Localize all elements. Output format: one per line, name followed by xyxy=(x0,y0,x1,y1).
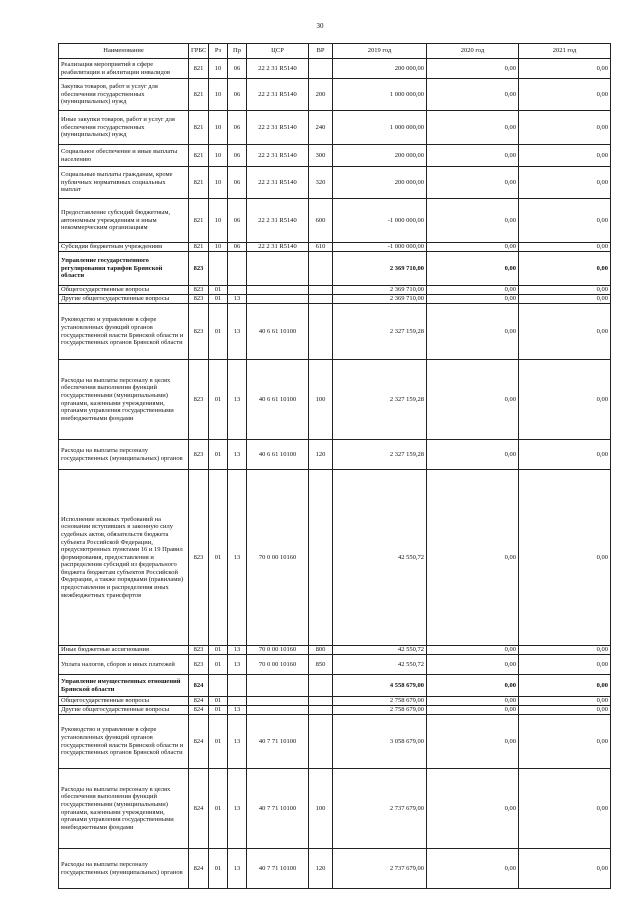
cell-csr: 22 2 31 R5140 xyxy=(247,79,309,111)
cell-csr xyxy=(247,706,309,715)
cell-rz: 10 xyxy=(209,59,228,79)
table-row xyxy=(59,646,611,655)
cell-pr: 06 xyxy=(228,243,247,252)
cell-name: Расходы на выплаты персоналу государственных (муниципальных) органов xyxy=(59,440,189,470)
cell-csr: 22 2 31 R5140 xyxy=(247,199,309,243)
cell-rz: 01 xyxy=(209,706,228,715)
page-number: 30 xyxy=(316,22,324,30)
cell-vr xyxy=(309,304,333,360)
cell-2019: 2 758 679,00 xyxy=(333,706,427,715)
cell-grbs: 821 xyxy=(189,79,209,111)
cell-csr xyxy=(247,295,309,304)
cell-2020: 0,00 xyxy=(427,111,519,145)
cell-name: Уплата налогов, сборов и иных платежей xyxy=(59,655,189,675)
cell-2021: 0,00 xyxy=(519,243,611,252)
cell-2021: 0,00 xyxy=(519,59,611,79)
cell-vr: 610 xyxy=(309,243,333,252)
table-row xyxy=(59,849,611,889)
cell-csr: 40 6 61 10100 xyxy=(247,360,309,440)
cell-csr: 40 7 71 10100 xyxy=(247,769,309,849)
table-row xyxy=(59,59,611,79)
cell-rz: 01 xyxy=(209,470,228,646)
table-row xyxy=(59,655,611,675)
cell-pr: 06 xyxy=(228,79,247,111)
cell-pr: 13 xyxy=(228,470,247,646)
cell-grbs: 824 xyxy=(189,769,209,849)
cell-2021: 0,00 xyxy=(519,440,611,470)
cell-grbs: 823 xyxy=(189,655,209,675)
cell-pr: 06 xyxy=(228,145,247,167)
table-row xyxy=(59,111,611,145)
cell-2019: -1 000 000,00 xyxy=(333,199,427,243)
cell-rz: 01 xyxy=(209,646,228,655)
cell-csr: 70 0 00 10160 xyxy=(247,655,309,675)
cell-grbs: 823 xyxy=(189,360,209,440)
cell-rz: 10 xyxy=(209,111,228,145)
cell-2021: 0,00 xyxy=(519,79,611,111)
cell-pr: 13 xyxy=(228,440,247,470)
table-row xyxy=(59,675,611,697)
cell-2019: 200 000,00 xyxy=(333,167,427,199)
cell-vr: 600 xyxy=(309,199,333,243)
cell-2021: 0,00 xyxy=(519,111,611,145)
cell-rz: 10 xyxy=(209,167,228,199)
cell-2020: 0,00 xyxy=(427,79,519,111)
cell-csr: 22 2 31 R5140 xyxy=(247,167,309,199)
cell-2021: 0,00 xyxy=(519,769,611,849)
cell-pr: 06 xyxy=(228,111,247,145)
cell-2020: 0,00 xyxy=(427,697,519,706)
cell-2019: 2 369 710,00 xyxy=(333,252,427,286)
cell-grbs: 821 xyxy=(189,59,209,79)
cell-2021: 0,00 xyxy=(519,849,611,889)
cell-rz: 01 xyxy=(209,295,228,304)
cell-name: Руководство и управление в сфере установленных функций органов государственной власти Брянской области и государственных органов Брянской области xyxy=(59,304,189,360)
cell-csr: 22 2 31 R5140 xyxy=(247,111,309,145)
cell-grbs: 823 xyxy=(189,295,209,304)
cell-2019: 2 327 159,28 xyxy=(333,360,427,440)
cell-grbs: 823 xyxy=(189,252,209,286)
cell-grbs: 823 xyxy=(189,304,209,360)
cell-pr: 13 xyxy=(228,295,247,304)
cell-grbs: 821 xyxy=(189,199,209,243)
cell-rz: 10 xyxy=(209,145,228,167)
cell-rz: 01 xyxy=(209,697,228,706)
cell-pr: 13 xyxy=(228,706,247,715)
cell-2020: 0,00 xyxy=(427,199,519,243)
cell-csr: 40 7 71 10100 xyxy=(247,715,309,769)
cell-name: Руководство и управление в сфере установленных функций органов государственной власти Брянской области и государственных органов Брянской области xyxy=(59,715,189,769)
table-row xyxy=(59,715,611,769)
cell-2020: 0,00 xyxy=(427,675,519,697)
cell-pr: 13 xyxy=(228,715,247,769)
cell-vr: 240 xyxy=(309,111,333,145)
cell-pr: 13 xyxy=(228,646,247,655)
cell-2020: 0,00 xyxy=(427,440,519,470)
cell-2019: 3 058 679,00 xyxy=(333,715,427,769)
cell-pr: 06 xyxy=(228,199,247,243)
cell-vr xyxy=(309,715,333,769)
cell-vr: 200 xyxy=(309,79,333,111)
cell-2019: 42 550,72 xyxy=(333,655,427,675)
cell-vr: 100 xyxy=(309,769,333,849)
cell-2019: 42 550,72 xyxy=(333,646,427,655)
cell-2021: 0,00 xyxy=(519,697,611,706)
table-row xyxy=(59,470,611,646)
cell-rz: 01 xyxy=(209,440,228,470)
cell-rz: 01 xyxy=(209,286,228,295)
cell-2021: 0,00 xyxy=(519,360,611,440)
cell-name: Субсидии бюджетным учреждениям xyxy=(59,243,189,252)
cell-vr: 800 xyxy=(309,646,333,655)
cell-vr xyxy=(309,697,333,706)
cell-csr xyxy=(247,252,309,286)
cell-2020: 0,00 xyxy=(427,646,519,655)
cell-vr xyxy=(309,59,333,79)
cell-grbs: 824 xyxy=(189,697,209,706)
cell-name: Управление имущественных отношений Брянской области xyxy=(59,675,189,697)
header-2020: 2020 год xyxy=(427,44,519,59)
cell-rz: 01 xyxy=(209,769,228,849)
cell-grbs: 824 xyxy=(189,706,209,715)
cell-grbs: 823 xyxy=(189,286,209,295)
cell-2020: 0,00 xyxy=(427,252,519,286)
cell-pr: 13 xyxy=(228,849,247,889)
cell-2020: 0,00 xyxy=(427,769,519,849)
cell-grbs: 824 xyxy=(189,715,209,769)
cell-rz: 01 xyxy=(209,849,228,889)
table-header-row xyxy=(59,44,611,59)
cell-2021: 0,00 xyxy=(519,167,611,199)
cell-2019: 200 000,00 xyxy=(333,145,427,167)
cell-vr: 300 xyxy=(309,145,333,167)
table-row xyxy=(59,440,611,470)
header-vr: ВР xyxy=(309,44,333,59)
cell-2020: 0,00 xyxy=(427,295,519,304)
cell-2021: 0,00 xyxy=(519,286,611,295)
cell-2021: 0,00 xyxy=(519,145,611,167)
cell-2020: 0,00 xyxy=(427,59,519,79)
cell-name: Предоставление субсидий бюджетным, автономным учреждениям и иным некоммерческим организациям xyxy=(59,199,189,243)
cell-2019: 2 327 159,28 xyxy=(333,304,427,360)
cell-2019: 1 000 000,00 xyxy=(333,111,427,145)
header-2021: 2021 год xyxy=(519,44,611,59)
cell-pr xyxy=(228,252,247,286)
cell-2019: 1 000 000,00 xyxy=(333,79,427,111)
cell-name: Общегосударственные вопросы xyxy=(59,697,189,706)
cell-csr: 22 2 31 R5140 xyxy=(247,145,309,167)
cell-2020: 0,00 xyxy=(427,655,519,675)
cell-pr xyxy=(228,675,247,697)
cell-2020: 0,00 xyxy=(427,243,519,252)
cell-name: Реализация мероприятий в сфере реабилитации и абилитации инвалидов xyxy=(59,59,189,79)
cell-csr: 22 2 31 R5140 xyxy=(247,243,309,252)
cell-pr: 06 xyxy=(228,59,247,79)
cell-pr: 06 xyxy=(228,167,247,199)
table-row xyxy=(59,199,611,243)
cell-2021: 0,00 xyxy=(519,706,611,715)
cell-2021: 0,00 xyxy=(519,199,611,243)
cell-2019: 2 737 679,00 xyxy=(333,769,427,849)
cell-vr: 120 xyxy=(309,440,333,470)
cell-2019: -1 000 000,00 xyxy=(333,243,427,252)
cell-csr xyxy=(247,675,309,697)
cell-vr: 850 xyxy=(309,655,333,675)
cell-pr xyxy=(228,286,247,295)
table-row xyxy=(59,79,611,111)
cell-name: Расходы на выплаты персоналу в целях обеспечения выполнения функций государственными (муниципальными) органами, казенными учреждениями, органами управления государственными внебюджетными фондами xyxy=(59,360,189,440)
cell-2020: 0,00 xyxy=(427,360,519,440)
cell-vr xyxy=(309,286,333,295)
table-row xyxy=(59,295,611,304)
table-row xyxy=(59,145,611,167)
cell-2021: 0,00 xyxy=(519,470,611,646)
table-row xyxy=(59,304,611,360)
cell-2021: 0,00 xyxy=(519,646,611,655)
cell-name: Другие общегосударственные вопросы xyxy=(59,706,189,715)
table-row xyxy=(59,286,611,295)
cell-pr: 13 xyxy=(228,304,247,360)
cell-2019: 2 758 679,00 xyxy=(333,697,427,706)
cell-name: Общегосударственные вопросы xyxy=(59,286,189,295)
cell-rz: 01 xyxy=(209,360,228,440)
cell-2019: 200 000,00 xyxy=(333,59,427,79)
header-grbs: ГРБС xyxy=(189,44,209,59)
cell-grbs: 821 xyxy=(189,243,209,252)
header-name: Наименование xyxy=(59,44,189,59)
cell-vr xyxy=(309,470,333,646)
header-rz: Рз xyxy=(209,44,228,59)
cell-csr: 22 2 31 R5140 xyxy=(247,59,309,79)
cell-csr: 40 6 61 10100 xyxy=(247,304,309,360)
cell-rz xyxy=(209,675,228,697)
cell-rz: 10 xyxy=(209,79,228,111)
table-row xyxy=(59,167,611,199)
cell-csr xyxy=(247,697,309,706)
cell-vr: 320 xyxy=(309,167,333,199)
cell-rz: 10 xyxy=(209,243,228,252)
cell-2021: 0,00 xyxy=(519,675,611,697)
cell-2020: 0,00 xyxy=(427,849,519,889)
cell-2020: 0,00 xyxy=(427,706,519,715)
cell-name: Социальное обеспечение и иные выплаты населению xyxy=(59,145,189,167)
cell-rz xyxy=(209,252,228,286)
cell-2021: 0,00 xyxy=(519,304,611,360)
cell-2021: 0,00 xyxy=(519,295,611,304)
cell-csr xyxy=(247,286,309,295)
table-row xyxy=(59,697,611,706)
table-row xyxy=(59,243,611,252)
cell-2020: 0,00 xyxy=(427,167,519,199)
cell-grbs: 821 xyxy=(189,111,209,145)
cell-2020: 0,00 xyxy=(427,286,519,295)
cell-vr xyxy=(309,675,333,697)
cell-pr xyxy=(228,697,247,706)
cell-name: Социальные выплаты гражданам, кроме публичных нормативных социальных выплат xyxy=(59,167,189,199)
cell-name: Исполнение исковых требований на основании вступивших в законную силу судебных актов, обязательств бюджета субъекта Российской Федерации, предусмотренных пунктами 16 и 19 Правил формирования, предоставления и распределения субсидий из федерального бюджета бюджетам субъектов Российской Федерации, а также порядками (правилами) предоставления и распределения иных межбюджетных трансфертов xyxy=(59,470,189,646)
cell-vr: 120 xyxy=(309,849,333,889)
cell-pr: 13 xyxy=(228,360,247,440)
cell-grbs: 823 xyxy=(189,646,209,655)
cell-pr: 13 xyxy=(228,769,247,849)
cell-2020: 0,00 xyxy=(427,304,519,360)
cell-grbs: 821 xyxy=(189,167,209,199)
cell-name: Иные закупки товаров, работ и услуг для обеспечения государственных (муниципальных) нужд xyxy=(59,111,189,145)
cell-name: Расходы на выплаты персоналу государственных (муниципальных) органов xyxy=(59,849,189,889)
cell-name: Закупка товаров, работ и услуг для обеспечения государственных (муниципальных) нужд xyxy=(59,79,189,111)
table-row xyxy=(59,706,611,715)
cell-name: Другие общегосударственные вопросы xyxy=(59,295,189,304)
table-row xyxy=(59,360,611,440)
cell-2020: 0,00 xyxy=(427,470,519,646)
cell-grbs: 821 xyxy=(189,145,209,167)
cell-csr: 70 0 00 10160 xyxy=(247,470,309,646)
cell-rz: 10 xyxy=(209,199,228,243)
cell-2020: 0,00 xyxy=(427,145,519,167)
cell-grbs: 823 xyxy=(189,470,209,646)
cell-2019: 2 369 710,00 xyxy=(333,286,427,295)
cell-vr xyxy=(309,706,333,715)
cell-vr xyxy=(309,295,333,304)
cell-name: Расходы на выплаты персоналу в целях обеспечения выполнения функций государственными (муниципальными) органами, казенными учреждениями, органами управления государственными внебюджетными фондами xyxy=(59,769,189,849)
cell-pr: 13 xyxy=(228,655,247,675)
cell-2019: 2 327 159,28 xyxy=(333,440,427,470)
cell-vr: 100 xyxy=(309,360,333,440)
cell-2021: 0,00 xyxy=(519,655,611,675)
header-2019: 2019 год xyxy=(333,44,427,59)
header-pr: Пр xyxy=(228,44,247,59)
cell-2019: 4 558 679,00 xyxy=(333,675,427,697)
table-body xyxy=(59,59,611,889)
cell-csr: 40 6 61 10100 xyxy=(247,440,309,470)
cell-2021: 0,00 xyxy=(519,252,611,286)
cell-rz: 01 xyxy=(209,304,228,360)
budget-table xyxy=(58,43,611,889)
cell-vr xyxy=(309,252,333,286)
cell-csr: 70 0 00 10160 xyxy=(247,646,309,655)
cell-2021: 0,00 xyxy=(519,715,611,769)
table-row xyxy=(59,769,611,849)
cell-grbs: 824 xyxy=(189,849,209,889)
cell-rz: 01 xyxy=(209,715,228,769)
table-row xyxy=(59,252,611,286)
cell-grbs: 824 xyxy=(189,675,209,697)
cell-2019: 42 550,72 xyxy=(333,470,427,646)
cell-rz: 01 xyxy=(209,655,228,675)
cell-name: Иные бюджетные ассигнования xyxy=(59,646,189,655)
cell-2019: 2 369 710,00 xyxy=(333,295,427,304)
cell-name: Управление государственного регулирования тарифов Брянской области xyxy=(59,252,189,286)
cell-csr: 40 7 71 10100 xyxy=(247,849,309,889)
cell-grbs: 823 xyxy=(189,440,209,470)
header-csr: ЦСР xyxy=(247,44,309,59)
cell-2020: 0,00 xyxy=(427,715,519,769)
cell-2019: 2 737 679,00 xyxy=(333,849,427,889)
